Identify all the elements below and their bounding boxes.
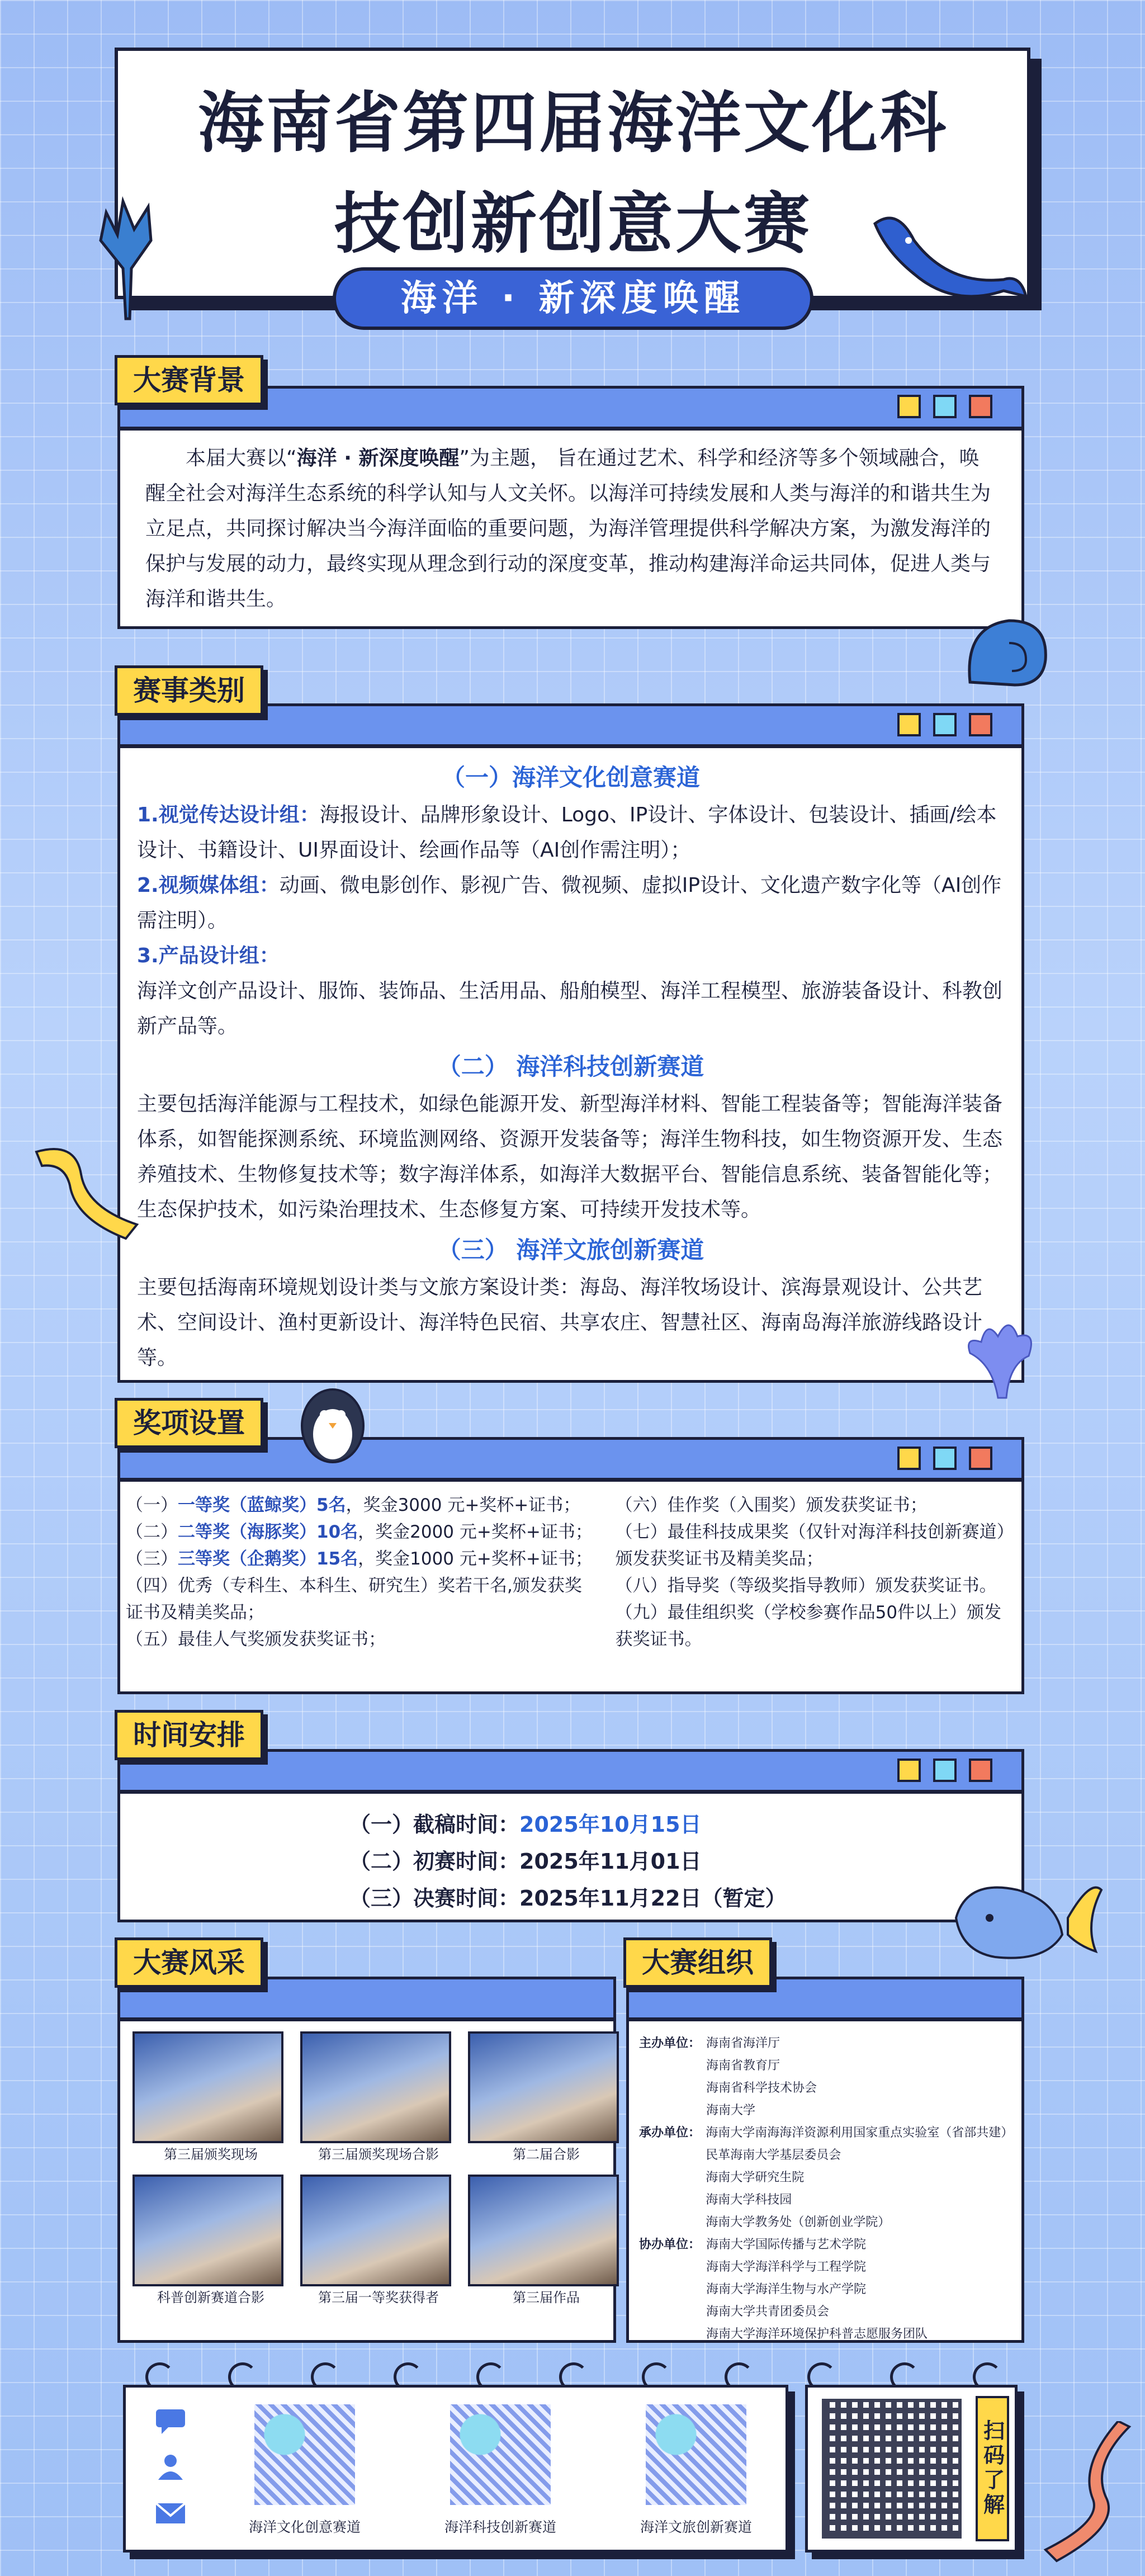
track-3-text: 主要包括海南环境规划设计类与文旅方案设计类：海岛、海洋牧场设计、滨海景观设计、公共艺术、空间设计、渔村更新设计、海洋特色民宿、共享农庄、智慧社区、海南岛海洋旅游线路设计等。 [137, 1276, 983, 1369]
dot-red-icon [969, 395, 992, 418]
host-item: 海南省教育厅 [706, 2059, 780, 2073]
penguin-icon [296, 1381, 369, 1465]
award-1-name: 一等奖（蓝鲸奖）5名 [178, 1495, 346, 1515]
undertaker-item: 海南大学科技园 [706, 2193, 792, 2207]
window-dots [897, 1447, 992, 1470]
awards-column-right [616, 1492, 1016, 1681]
dot-cyan-icon [933, 713, 957, 736]
window-dots [897, 395, 992, 418]
undertaker-label: 承办单位： [639, 2126, 701, 2140]
contact-icons [154, 2407, 187, 2527]
gallery-item [300, 2031, 457, 2166]
final-label: （三）决赛时间： [349, 1886, 520, 1911]
coral-icon [84, 190, 168, 324]
award-3 [126, 1545, 599, 1572]
qr-code-icon[interactable] [646, 2404, 746, 2505]
co-list [706, 2234, 928, 2346]
group-2-label: 2.视频媒体组： [137, 874, 280, 897]
co-item: 海南大学共青团委员会 [706, 2305, 830, 2319]
host-block [639, 2033, 1011, 2122]
qr-group [240, 2404, 760, 2536]
award-8: （八）指导奖（等级奖指导教师）颁发获奖证书。 [615, 1576, 997, 1596]
whale-icon [864, 201, 1032, 313]
photo-caption: 科普创新赛道合影 [157, 2290, 264, 2305]
bg-theme: 海洋 · 新深度唤醒 [296, 447, 460, 470]
undertaker-item: 海南大学研究生院 [706, 2171, 805, 2185]
gallery-tag: 大赛风采 [115, 1937, 263, 1988]
track-3-title: （三） 海洋文旅创新赛道 [437, 1236, 704, 1264]
co-item: 海南大学海洋生物与水产学院 [706, 2282, 867, 2296]
award-3-prefix: （三） [126, 1549, 178, 1569]
group-3-label: 3.产品设计组： [137, 944, 280, 967]
photo-image [133, 2175, 283, 2286]
organizers-tag: 大赛组织 [623, 1937, 772, 1988]
award-2-text: ，奖金2000 元+奖杯+证书； [358, 1522, 593, 1542]
dot-yellow-icon [897, 1759, 921, 1782]
deadline-value: 2025年10月15日 [519, 1812, 702, 1837]
award-7: （七）最佳科技成果奖（仅针对海洋科技创新赛道）颁发获奖证书及精美奖品； [615, 1522, 1014, 1569]
gallery-row-1 [133, 2031, 601, 2166]
undertaker-item: 海南大学南海海洋资源利用国家重点实验室（省部共建） [706, 2126, 1014, 2140]
bg-text-1: 本届大赛以“ [186, 447, 297, 470]
background-panel [117, 428, 1024, 629]
awards-tag: 奖项设置 [115, 1398, 263, 1448]
dot-yellow-icon [897, 713, 921, 736]
deadline-label: （一）截稿时间： [349, 1812, 520, 1837]
dot-red-icon [969, 1447, 992, 1470]
window-dots [897, 1759, 992, 1782]
undertaker-list [706, 2122, 1014, 2234]
gallery-row-2 [133, 2175, 601, 2309]
dot-cyan-icon [933, 395, 957, 418]
co-item: 海南大学国际传播与艺术学院 [706, 2238, 867, 2252]
host-item: 海南大学 [706, 2104, 756, 2117]
award-5: （五）最佳人气奖颁发获奖证书； [126, 1629, 386, 1649]
dot-red-icon [969, 1759, 992, 1782]
awards-column-left [126, 1492, 599, 1681]
qr-label: 海洋文化创意赛道 [248, 2519, 361, 2535]
gallery-item [468, 2031, 624, 2166]
photo-image [133, 2031, 283, 2143]
slogan-pill: 海洋 · 新深度唤醒 [333, 267, 813, 330]
award-2-name: 二等奖（海豚奖）10名 [178, 1522, 358, 1542]
co-organizer-block [639, 2234, 1011, 2346]
award-1-text: ，奖金3000 元+奖杯+证书； [346, 1495, 581, 1515]
window-dots [897, 713, 992, 736]
photo-caption: 第三届作品 [513, 2290, 580, 2305]
award-3-name: 三等奖（企鹅奖）15名 [178, 1549, 358, 1569]
chat-icon [154, 2407, 187, 2435]
main-qr-code-icon[interactable] [822, 2399, 962, 2539]
preliminary-label: （二）初赛时间： [349, 1849, 520, 1874]
ribbon-icon [31, 1141, 143, 1241]
qr-item-tech[interactable] [436, 2404, 565, 2536]
user-icon [154, 2453, 187, 2481]
track-2-text: 主要包括海洋能源与工程技术，如绿色能源开发、新型海洋材料、智能工程装备等；智能海洋装备体系，如智能探测系统、环境监测网络、资源开发装备等；海洋生物科技，如生物资源开发、生态养殖技术、生物修复技术等；数字海洋体系，如海洋大数据平台、智能信息系统、装备智能化等；生态保护技术，如污染治理技术、生态修复方案、可持续开发技术等。 [137, 1093, 1003, 1221]
qr-item-culture[interactable] [240, 2404, 369, 2536]
dot-cyan-icon [933, 1759, 957, 1782]
undertaker-item: 海南大学教务处（创新创业学院） [706, 2215, 891, 2229]
award-9: （九）最佳组织奖（学校参赛作品50件以上）颁发获奖证书。 [615, 1603, 1002, 1649]
qr-label: 海洋文旅创新赛道 [640, 2519, 752, 2535]
track-1-title: （一）海洋文化创意赛道 [441, 764, 700, 791]
dot-cyan-icon [933, 1447, 957, 1470]
qr-code-icon[interactable] [450, 2404, 551, 2505]
schedule-tag: 时间安排 [115, 1710, 263, 1760]
undertaker-item: 民革海南大学基层委员会 [706, 2148, 841, 2162]
scan-label-box [976, 2396, 1009, 2541]
shell-icon [959, 609, 1054, 693]
qr-code-icon[interactable] [254, 2404, 355, 2505]
mail-icon [154, 2499, 187, 2527]
host-list [706, 2033, 817, 2122]
photo-image [300, 2031, 451, 2143]
co-item: 海南大学海洋环境保护科普志愿服务团队 [706, 2327, 928, 2341]
gallery-item [468, 2175, 624, 2309]
host-label: 主办单位： [639, 2036, 701, 2050]
group-1-text: 海报设计、品牌形象设计、Logo、IP设计、字体设计、包装设计、插画/绘本设计、书籍设计、UI界面设计、绘画作品等（AI创作需注明）； [137, 803, 997, 862]
gallery-item [300, 2175, 457, 2309]
group-3-text: 海洋文创产品设计、服饰、装饰品、生活用品、船舶模型、海洋工程模型、旅游装备设计、科教创新产品等。 [137, 980, 1003, 1038]
title-line-2: 技创新创意大赛 [334, 185, 812, 262]
qr-label: 海洋科技创新赛道 [444, 2519, 556, 2535]
photo-image [300, 2175, 451, 2286]
award-4: （四）优秀（专科生、本科生、研究生）奖若干名,颁发获奖证书及精美奖品； [126, 1576, 582, 1623]
group-1 [137, 797, 1005, 868]
group-3 [137, 938, 1005, 1044]
dot-red-icon [969, 713, 992, 736]
final-row [349, 1880, 1021, 1917]
bg-text-2: ”为主题， 旨在通过艺术、科学和经济等多个领域融合，唤醒全社会对海洋生态系统的科学认知与人文关怀。以海洋可持续发展和人类与海洋的和谐共生为立足点，共同探讨解决当今海洋面临的重要问题，为海洋管理提供科学解决方案，为激发海洋的保护与发展的动力，最终实现从理念到行动的深度变革，推动构建海洋命运共同体，促进人类与海洋和谐共生。 [145, 447, 991, 611]
dot-yellow-icon [897, 395, 921, 418]
photo-caption: 第三届一等奖获得者 [318, 2290, 439, 2305]
undertaker-block [639, 2122, 1014, 2234]
gallery-item [133, 2031, 289, 2166]
track-2-title: （二） 海洋科技创新赛道 [437, 1053, 704, 1080]
gallery-panel [117, 2019, 616, 2343]
qr-item-tourism[interactable] [632, 2404, 760, 2536]
award-6: （六）佳作奖（入围奖）颁发获奖证书； [615, 1495, 928, 1515]
group-1-label: 1.视觉传达设计组： [137, 803, 320, 826]
photo-caption: 第三届颁奖现场 [164, 2147, 258, 2162]
award-1 [126, 1492, 599, 1519]
organizers-panel [626, 2019, 1024, 2343]
awards-panel [117, 1479, 1024, 1694]
coral-purple-icon [959, 1303, 1043, 1403]
dot-yellow-icon [897, 1447, 921, 1470]
scan-text: 扫码了解 [980, 2419, 1005, 2518]
photo-image [468, 2031, 619, 2143]
categories-panel [117, 745, 1024, 1383]
co-item: 海南大学海洋科学与工程学院 [706, 2260, 867, 2274]
award-1-prefix: （一） [126, 1495, 178, 1515]
award-2-prefix: （二） [126, 1522, 178, 1542]
preliminary-row [349, 1843, 1021, 1880]
photo-caption: 第三届颁奖现场合影 [318, 2147, 439, 2162]
photo-image [468, 2175, 619, 2286]
ribbon-bottom-icon [1023, 2421, 1135, 2566]
co-label: 协办单位： [639, 2238, 701, 2252]
group-2-text: 动画、微电影创作、影视广告、微视频、虚拟IP设计、文化遗产数字化等（AI创作需注明）。 [137, 874, 1002, 932]
photo-caption: 第二届合影 [513, 2147, 580, 2162]
background-tag: 大赛背景 [115, 355, 263, 405]
preliminary-value: 2025年11月01日 [519, 1849, 702, 1874]
award-3-text: ，奖金1000 元+奖杯+证书； [358, 1549, 593, 1569]
gallery-item [133, 2175, 289, 2309]
award-2 [126, 1519, 599, 1545]
schedule-panel [117, 1791, 1024, 1922]
final-value: 2025年11月22日（暂定） [519, 1886, 787, 1911]
title-line-1: 海南省第四届海洋文化科 [197, 84, 948, 162]
host-item: 海南省海洋厅 [706, 2036, 780, 2050]
categories-tag: 赛事类别 [115, 665, 263, 716]
deadline-row [349, 1806, 1021, 1843]
group-2 [137, 868, 1005, 938]
small-whale-icon [945, 1856, 1107, 1968]
host-item: 海南省科学技术协会 [706, 2081, 817, 2095]
background-paragraph [145, 441, 996, 617]
